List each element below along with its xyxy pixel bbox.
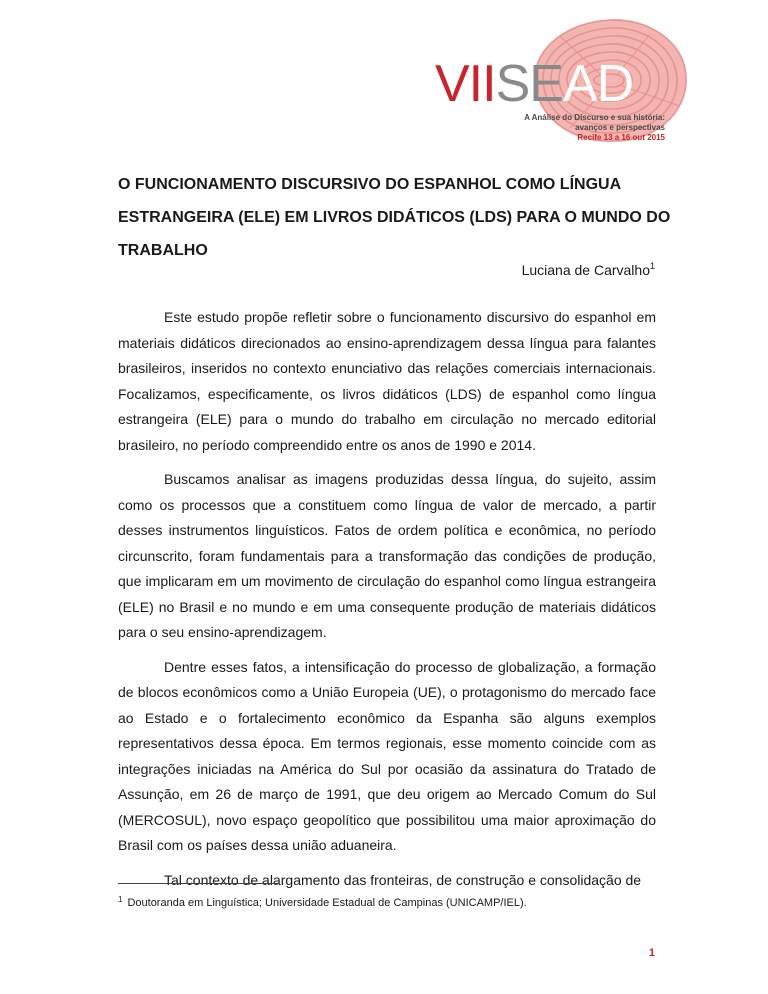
- paragraph: Buscamos analisar as imagens produzidas dessa língua, do sujeito, assim como os processos que a constituem como língua de valor de mercado, a partir desses instrumentos linguísticos. Fatos de ordem política e econômica, no período circunscrito, foram fundamentais para a transformação das condições de produção, que implicaram em um movimento de circulação do espanhol como língua estrangeira (ELE) no Brasil e no mundo e em uma consequente produção de materiais didáticos para o seu ensino-aprendizagem.: [118, 471, 656, 640]
- paragraph: Dentre esses fatos, a intensificação do processo de globalização, a formação de blocos econômicos como a União Europeia (UE), o protagonismo do mercado face ao Estado e o fortalecimento econômico da Espanha são alguns exemplos representativos dessa época. Em termos regionais, esse momento coincide com as integrações iniciadas na América do Sul por ocasião da assinatura do Tratado de Assunção, em 26 de março de 1991, que deu origem ao Mercado Comum do Sul (MERCOSUL), novo espaço geopolítico que possibilitou uma maior aproximação do Brasil com os países dessa união aduaneira.: [118, 658, 656, 853]
- paragraph: Tal contexto de alargamento das fronteiras, de construção e consolidação de: [164, 871, 642, 888]
- footnote-text: Doutoranda em Linguística; Universidade Estadual de Campinas (UNICAMP/IEL).: [127, 897, 527, 909]
- event-acronym: [435, 55, 634, 113]
- footnote-mark: 1: [118, 895, 123, 904]
- logo-roman-numeral: VII: [435, 55, 496, 113]
- footnote: [118, 893, 678, 910]
- author-footnote-mark: 1: [649, 261, 655, 271]
- event-dates: Recife 13 a 16 out 2015: [577, 133, 665, 142]
- page-number: 1: [648, 947, 655, 959]
- author-line: [522, 256, 655, 280]
- author-name: Luciana de Carvalho: [521, 262, 650, 278]
- event-tagline: [490, 113, 665, 143]
- body-text: [118, 305, 656, 902]
- logo-ad: AD: [562, 55, 634, 113]
- paragraph: Este estudo propõe refletir sobre o funcionamento discursivo do espanhol em materiais didáticos direcionados ao ensino-aprendizagem dessa língua para falantes brasileiros, inseridos no contexto enunciativo das relações comerciais internacionais. Focalizamos, especificamente, os livros didáticos (LDS) de espanhol como língua estrangeira (ELE) para o mundo do trabalho em circulação no mercado editorial brasileiro, no período compreendido entre os anos de 1990 e 2014.: [118, 309, 656, 453]
- tagline-line-1: A Análise do Discurso e sua história:: [524, 113, 665, 122]
- tagline-line-2: avanços e perspectivas: [575, 123, 665, 132]
- event-logo: [430, 16, 690, 146]
- footnote-separator: [118, 883, 278, 884]
- paper-title: O FUNCIONAMENTO DISCURSIVO DO ESPANHOL COMO LÍNGUA ESTRANGEIRA (ELE) EM LIVROS DIDÁTICOS (LDS) PARA O MUNDO DO TRABALHO: [118, 176, 671, 259]
- logo-se: SE: [495, 55, 563, 113]
